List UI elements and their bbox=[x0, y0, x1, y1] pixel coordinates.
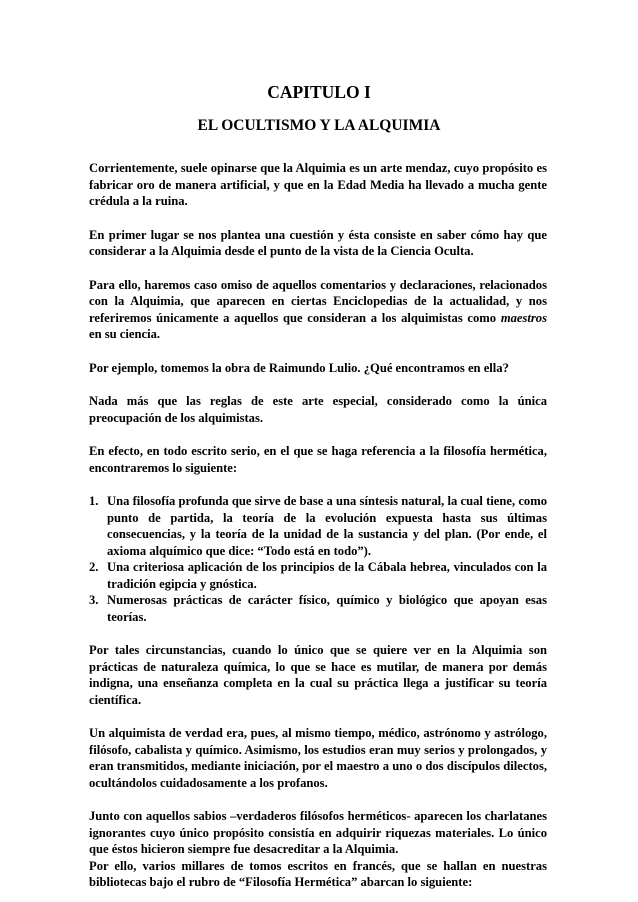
list-item-text: Una criteriosa aplicación de los principios de la Cábala hebrea, vinculados con la tradición egipcia y gnóstica. bbox=[107, 560, 547, 591]
list-item-text: Una filosofía profunda que sirve de base a una síntesis natural, la cual tiene, como punto de partida, la teoría de la evolución expuesta hasta sus últimas consecuencias, y la teoría de la unidad de la sustancia y del plan. (Por ende, el axioma alquímico que dice: “Todo está en todo”). bbox=[107, 494, 547, 558]
body-text bbox=[89, 160, 547, 891]
list-item-number: 3. bbox=[89, 593, 99, 607]
paragraph-10: Por ello, varios millares de tomos escritos en francés, que se hallan en nuestras bibliotecas bajo el rubro de “Filosofía Hermética” abarcan lo siguiente: bbox=[89, 858, 547, 889]
paragraph-1: Corrientemente, suele opinarse que la Alquimia es un arte mendaz, cuyo propósito es fabricar oro de manera artificial, y que en la Edad Media ha llevado a mucha gente crédula a la ruina. bbox=[89, 161, 547, 208]
paragraph-4: Por ejemplo, tomemos la obra de Raimundo Lulio. ¿Qué encontramos en ella? bbox=[89, 360, 509, 375]
paragraph-8: Un alquimista de verdad era, pues, al mismo tiempo, médico, astrónomo y astrólogo, filósofo, cabalista y químico. Asimismo, los estudios eran muy serios y prolongados, y eran transmitidos, mediante iniciación, por el maestro a uno o dos discípulos dilectos, ocultándolos cuidadosamente a los profanos. bbox=[89, 726, 547, 790]
numbered-list bbox=[89, 493, 547, 625]
list-item-number: 1. bbox=[89, 494, 99, 508]
paragraph-3-tail: en su ciencia. bbox=[89, 327, 161, 341]
list-item-text: Numerosas prácticas de carácter físico, químico y biológico que apoyan esas teorías. bbox=[107, 593, 547, 624]
paragraph-2: En primer lugar se nos plantea una cuestión y ésta consiste en saber cómo hay que considerar a la Alquimia desde el punto de la vista de la Ciencia Oculta. bbox=[89, 227, 547, 258]
paragraph-6: En efecto, en todo escrito serio, en el que se haga referencia a la filosofía hermética, encontraremos lo siguiente: bbox=[89, 444, 547, 475]
paragraph-3-emphasis: maestros bbox=[500, 310, 547, 325]
chapter-heading: CAPITULO I bbox=[267, 82, 371, 102]
paragraph-3 bbox=[89, 277, 547, 343]
list-item-number: 2. bbox=[89, 560, 99, 574]
list-item bbox=[89, 592, 547, 625]
paragraph-7: Por tales circunstancias, cuando lo único que se quiere ver en la Alquimia son prácticas de naturaleza química, lo que se hace es mutilar, de manera por demás indigna, una enseñanza completa en la cual su práctica llega a justificar su teoría científica. bbox=[89, 643, 547, 707]
paragraph-5: Nada más que las reglas de este arte especial, considerado como la única preocupación de los alquimistas. bbox=[89, 394, 547, 425]
list-item bbox=[89, 559, 547, 592]
list-item bbox=[89, 493, 547, 559]
paragraph-3-text: Para ello, haremos caso omiso de aquellos comentarios y declaraciones, relacionados con la Alquimia, que aparecen en ciertas Enciclopedias de la actualidad, y nos referiremos únicamente a aquellos que consideran a los alquimistas como bbox=[89, 277, 547, 325]
paragraph-9: Junto con aquellos sabios –verdaderos filósofos herméticos- aparecen los charlatanes ignorantes cuyo único propósito consistía en adquirir riquezas materiales. Lo único que éstos hicieron siempre fue desacreditar a la Alquimia. bbox=[89, 809, 547, 856]
chapter-title: EL OCULTISMO Y LA ALQUIMIA bbox=[197, 117, 441, 134]
